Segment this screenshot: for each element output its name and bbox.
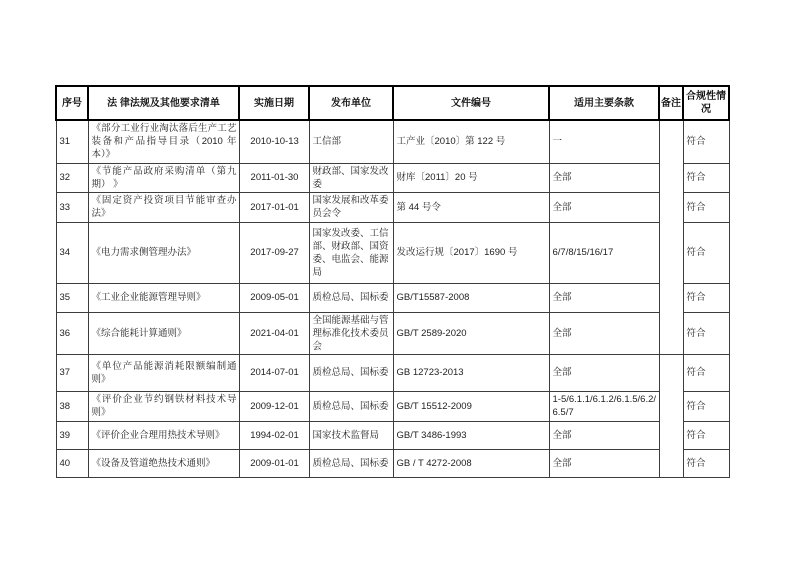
cell-applicable-clauses: 全部 (549, 283, 659, 312)
table-header-row (56, 86, 729, 120)
cell-document-number: GB/T 2589-2020 (393, 312, 549, 354)
cell-applicable-clauses: 6/7/8/15/16/17 (549, 222, 659, 283)
cell-serial-number: 38 (56, 391, 88, 421)
cell-issuing-unit: 工信部 (309, 120, 393, 163)
cell-document-number: GB/T 3486-1993 (393, 421, 549, 449)
cell-law-name: 《评价企业合理用热技术导则》 (88, 421, 239, 449)
cell-applicable-clauses: 全部 (549, 421, 659, 449)
cell-implementation-date: 2009-05-01 (239, 283, 309, 312)
cell-serial-number: 32 (56, 163, 88, 192)
cell-issuing-unit: 国家技术监督局 (309, 421, 393, 449)
cell-law-name: 《节能产品政府采购清单（第九期） 》 (88, 163, 239, 192)
cell-serial-number: 31 (56, 120, 88, 163)
cell-document-number: GB / T 4272-2008 (393, 449, 549, 477)
table-row (56, 222, 729, 283)
cell-implementation-date: 2017-09-27 (239, 222, 309, 283)
cell-applicable-clauses: 全部 (549, 354, 659, 391)
cell-applicable-clauses: 全部 (549, 192, 659, 222)
cell-document-number: GB/T 15512-2009 (393, 391, 549, 421)
cell-implementation-date: 2021-04-01 (239, 312, 309, 354)
cell-serial-number: 34 (56, 222, 88, 283)
cell-serial-number: 39 (56, 421, 88, 449)
header-implementation-date: 实施日期 (239, 86, 309, 120)
header-law-list: 法 律法规及其他要求清单 (88, 86, 239, 120)
cell-issuing-unit: 国家发展和改革委员会令 (309, 192, 393, 222)
cell-serial-number: 33 (56, 192, 88, 222)
regulations-compliance-table (55, 85, 730, 478)
cell-compliance-status: 符合 (683, 283, 729, 312)
cell-law-name: 《工业企业能源管理导则》 (88, 283, 239, 312)
cell-implementation-date: 1994-02-01 (239, 421, 309, 449)
cell-compliance-status: 符合 (683, 354, 729, 391)
header-remarks: 备注 (659, 86, 683, 120)
cell-serial-number: 37 (56, 354, 88, 391)
cell-compliance-status: 符合 (683, 421, 729, 449)
cell-serial-number: 35 (56, 283, 88, 312)
table-row (56, 391, 729, 421)
table-row (56, 449, 729, 477)
cell-issuing-unit: 质检总局、国标委 (309, 283, 393, 312)
table-row (56, 312, 729, 354)
table-row (56, 192, 729, 222)
table-row (56, 163, 729, 192)
cell-applicable-clauses: 1-5/6.1.1/6.1.2/6.1.5/6.2/6.5/7 (549, 391, 659, 421)
header-issuing-unit: 发布单位 (309, 86, 393, 120)
cell-compliance-status: 符合 (683, 312, 729, 354)
cell-law-name: 《电力需求侧管理办法》 (88, 222, 239, 283)
cell-law-name: 《设备及管道绝热技术通则》 (88, 449, 239, 477)
cell-document-number: 发改运行规〔2017〕1690 号 (393, 222, 549, 283)
header-serial-number: 序号 (56, 86, 88, 120)
cell-remarks-group-2 (659, 354, 683, 477)
cell-implementation-date: 2009-12-01 (239, 391, 309, 421)
cell-implementation-date: 2017-01-01 (239, 192, 309, 222)
cell-applicable-clauses: 全部 (549, 163, 659, 192)
cell-applicable-clauses: 一 (549, 120, 659, 163)
cell-serial-number: 36 (56, 312, 88, 354)
cell-implementation-date: 2010-10-13 (239, 120, 309, 163)
cell-remarks-group-1 (659, 120, 683, 354)
cell-compliance-status: 符合 (683, 449, 729, 477)
table-row (56, 354, 729, 391)
table-row (56, 283, 729, 312)
header-document-number: 文件编号 (393, 86, 549, 120)
cell-law-name: 《部分工业行业淘汰落后生产工艺装备和产品指导目录（2010 年本）》 (88, 120, 239, 163)
cell-compliance-status: 符合 (683, 163, 729, 192)
cell-serial-number: 40 (56, 449, 88, 477)
cell-compliance-status: 符合 (683, 192, 729, 222)
cell-law-name: 《评价企业节约钢铁材料技术导则》 (88, 391, 239, 421)
cell-law-name: 《固定资产投资项目节能审查办法》 (88, 192, 239, 222)
cell-law-name: 《综合能耗计算通则》 (88, 312, 239, 354)
table-row (56, 120, 729, 163)
cell-applicable-clauses: 全部 (549, 312, 659, 354)
cell-compliance-status: 符合 (683, 222, 729, 283)
cell-law-name: 《单位产品能源消耗限额编制通则》 (88, 354, 239, 391)
cell-implementation-date: 2011-01-30 (239, 163, 309, 192)
cell-implementation-date: 2009-01-01 (239, 449, 309, 477)
cell-issuing-unit: 质检总局、国标委 (309, 449, 393, 477)
cell-document-number: 第 44 号令 (393, 192, 549, 222)
cell-compliance-status: 符合 (683, 391, 729, 421)
table-row (56, 421, 729, 449)
cell-document-number: 工产业〔2010〕第 122 号 (393, 120, 549, 163)
cell-issuing-unit: 质检总局、国标委 (309, 391, 393, 421)
cell-compliance-status: 符合 (683, 120, 729, 163)
cell-document-number: GB 12723-2013 (393, 354, 549, 391)
cell-issuing-unit: 质检总局、国标委 (309, 354, 393, 391)
cell-applicable-clauses: 全部 (549, 449, 659, 477)
cell-issuing-unit: 财政部、国家发改委 (309, 163, 393, 192)
header-applicable-clauses: 适用主要条款 (549, 86, 659, 120)
cell-issuing-unit: 国家发改委、工信部、财政部、国资委、电监会、能源局 (309, 222, 393, 283)
cell-issuing-unit: 全国能源基础与管理标准化技术委员会 (309, 312, 393, 354)
header-compliance-status: 合规性情况 (683, 86, 729, 120)
cell-document-number: 财库〔2011〕20 号 (393, 163, 549, 192)
cell-document-number: GB/T15587-2008 (393, 283, 549, 312)
cell-implementation-date: 2014-07-01 (239, 354, 309, 391)
